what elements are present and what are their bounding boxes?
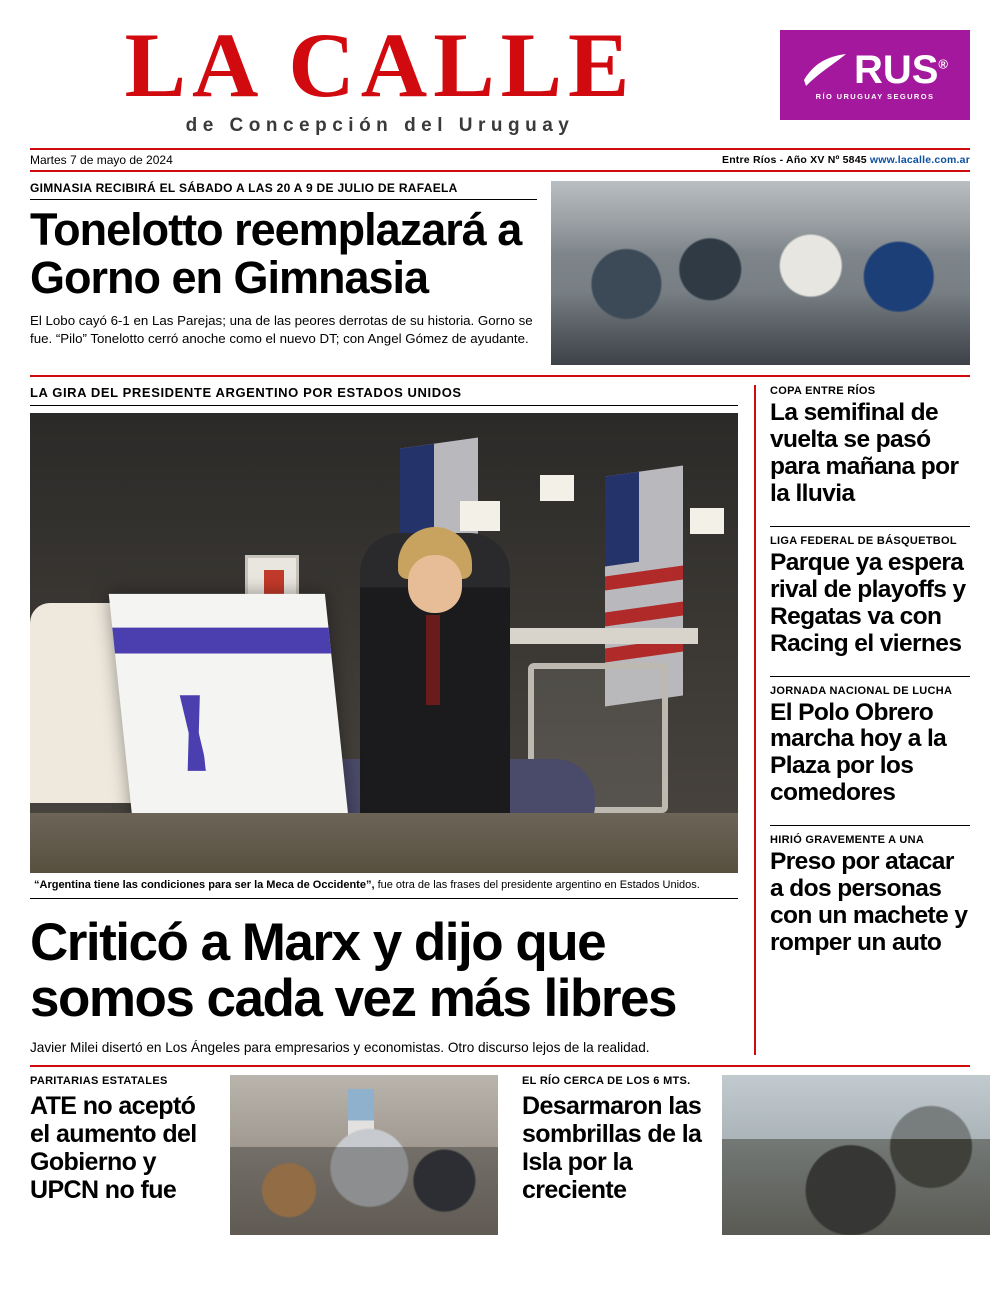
top-story-lede: El Lobo cayó 6-1 en Las Parejas; una de las peores derrotas de su historia. Gorno se fue. “Pilo” Tonelotto cerró anoche como el nuevo DT; con Angel Gómez de ayudante. <box>30 313 533 347</box>
sidebar-story-2-headline[interactable]: Parque ya espera rival de playoffs y Regatas va con Racing el viernes <box>770 548 966 657</box>
poster-shape <box>540 475 574 501</box>
flag-stripe <box>112 628 331 654</box>
israel-flag-icon <box>109 594 357 873</box>
main-story-kicker: LA GIRA DEL PRESIDENTE ARGENTINO POR ESTADOS UNIDOS <box>30 385 738 406</box>
bottom-story-2 <box>522 1075 990 1235</box>
floor-shape <box>30 813 738 873</box>
divider-red <box>30 1065 970 1067</box>
flag-band <box>400 602 478 627</box>
publication-date: Martes 7 de mayo de 2024 <box>30 153 173 167</box>
equipment-pile <box>295 759 595 845</box>
sidebar-story-1-kicker: COPA ENTRE RÍOS <box>770 385 876 397</box>
top-story-photo-wrap <box>551 181 970 365</box>
wave-icon <box>802 50 848 90</box>
newspaper-title: LA CALLE <box>124 14 636 116</box>
divider <box>770 526 970 527</box>
main-story-photo <box>30 413 738 873</box>
rus-wordmark: RUS® <box>853 47 949 92</box>
sidebar-story-1-headline[interactable]: La semifinal de vuelta se pasó para mañana por la lluvia <box>770 399 959 507</box>
sidebar-story-3-headline[interactable]: El Polo Obrero marcha hoy a la Plaza por los comedores <box>770 698 947 807</box>
rus-tagline: RÍO URUGUAY SEGUROS <box>815 91 935 101</box>
argentina-flag-icon <box>348 1089 374 1185</box>
masthead <box>30 0 970 148</box>
divider-red <box>30 375 970 377</box>
flag-band <box>400 568 478 593</box>
bottom-story-2-kicker: EL RÍO CERCA DE LOS 6 MTS. <box>522 1074 691 1087</box>
bottom-story-1-text <box>30 1075 220 1235</box>
sidebar-story-3-kicker: JORNADA NACIONAL DE LUCHA <box>770 684 953 697</box>
rus-logo <box>802 47 949 92</box>
bottom-story-2-headline[interactable]: Desarmaron las sombrillas de la Isla por la creciente <box>522 1091 702 1204</box>
bottom-story-1-kicker: PARITARIAS ESTATALES <box>30 1074 168 1087</box>
face-shape <box>408 555 462 613</box>
sidebar-story-2 <box>770 535 970 667</box>
newspaper-subtitle: de Concepción del Uruguay <box>185 115 575 137</box>
edition-info <box>722 154 970 166</box>
divider <box>770 825 970 826</box>
divider <box>770 676 970 677</box>
sidebar-stories <box>756 385 970 1055</box>
hair-shape <box>398 527 472 579</box>
person-figure <box>360 533 510 873</box>
top-story-headline[interactable]: Tonelotto reemplazará a Gorno en Gimnasia <box>30 204 522 304</box>
bottom-story-1-headline[interactable]: ATE no aceptó el aumento del Gobierno y UPCN no fue <box>30 1091 197 1204</box>
advertisement-rus[interactable] <box>780 30 970 120</box>
sidebar-story-2-kicker: LIGA FEDERAL DE BÁSQUETBOL <box>770 534 957 547</box>
bottom-story-2-text <box>522 1075 712 1235</box>
bottom-story-2-photo <box>722 1075 990 1235</box>
flag-band <box>605 566 683 591</box>
date-bar <box>30 148 970 172</box>
registered-icon: ® <box>938 56 949 72</box>
bottom-section <box>30 1075 970 1235</box>
main-story-headline[interactable]: Criticó a Marx y dijo que somos cada vez más libres <box>30 913 676 1029</box>
main-story-caption <box>30 873 738 899</box>
caption-quote: “Argentina tiene las condiciones para ser la Meca de Occidente”, <box>34 879 375 891</box>
top-story-text <box>30 181 537 365</box>
main-section <box>30 385 970 1055</box>
table-shape <box>508 628 698 644</box>
bottom-story-1-photo <box>230 1075 498 1235</box>
edition-number: Entre Ríos - Año XV Nº 5845 <box>721 154 867 166</box>
star-of-david-icon <box>179 695 286 790</box>
caption-rest: fue otra de las frases del presidente argentino en Estados Unidos. <box>374 879 700 891</box>
main-story <box>30 385 756 1055</box>
flag-stripe <box>134 833 353 859</box>
us-flag-icon <box>400 438 478 679</box>
website-url[interactable]: www.lacalle.com.ar <box>869 154 970 166</box>
poster-shape <box>690 508 724 534</box>
triangle-shape <box>179 695 207 771</box>
main-story-lede: Javier Milei disertó en Los Ángeles para empresarios y economistas. Otro discurso lejos de la realidad. <box>30 1039 650 1055</box>
fire-extinguisher-icon <box>245 555 299 613</box>
sidebar-story-4-kicker: HIRIÓ GRAVEMENTE A UNA <box>770 834 925 847</box>
tie-shape <box>426 615 440 705</box>
chair-shape <box>528 663 668 813</box>
sidebar-story-4-headline[interactable]: Preso por atacar a dos personas con un machete y romper un auto <box>770 848 968 957</box>
top-story <box>30 181 970 365</box>
triangle-shape <box>179 695 207 771</box>
flag-band <box>605 602 683 627</box>
flag-canton <box>400 444 434 539</box>
sidebar-story-4 <box>770 834 970 966</box>
top-story-photo <box>551 181 970 365</box>
equipment-pile <box>30 603 180 803</box>
flag-canton <box>605 472 639 567</box>
flag-band <box>400 534 478 559</box>
top-story-kicker: GIMNASIA RECIBIRÁ EL SÁBADO A LAS 20 A 9 DE JULIO DE RAFAELA <box>30 181 537 200</box>
bottom-story-1 <box>30 1075 498 1235</box>
us-flag-icon <box>605 466 683 707</box>
sidebar-story-1 <box>770 385 970 517</box>
poster-shape <box>460 501 500 531</box>
sidebar-story-3 <box>770 685 970 817</box>
flag-band <box>605 638 683 663</box>
